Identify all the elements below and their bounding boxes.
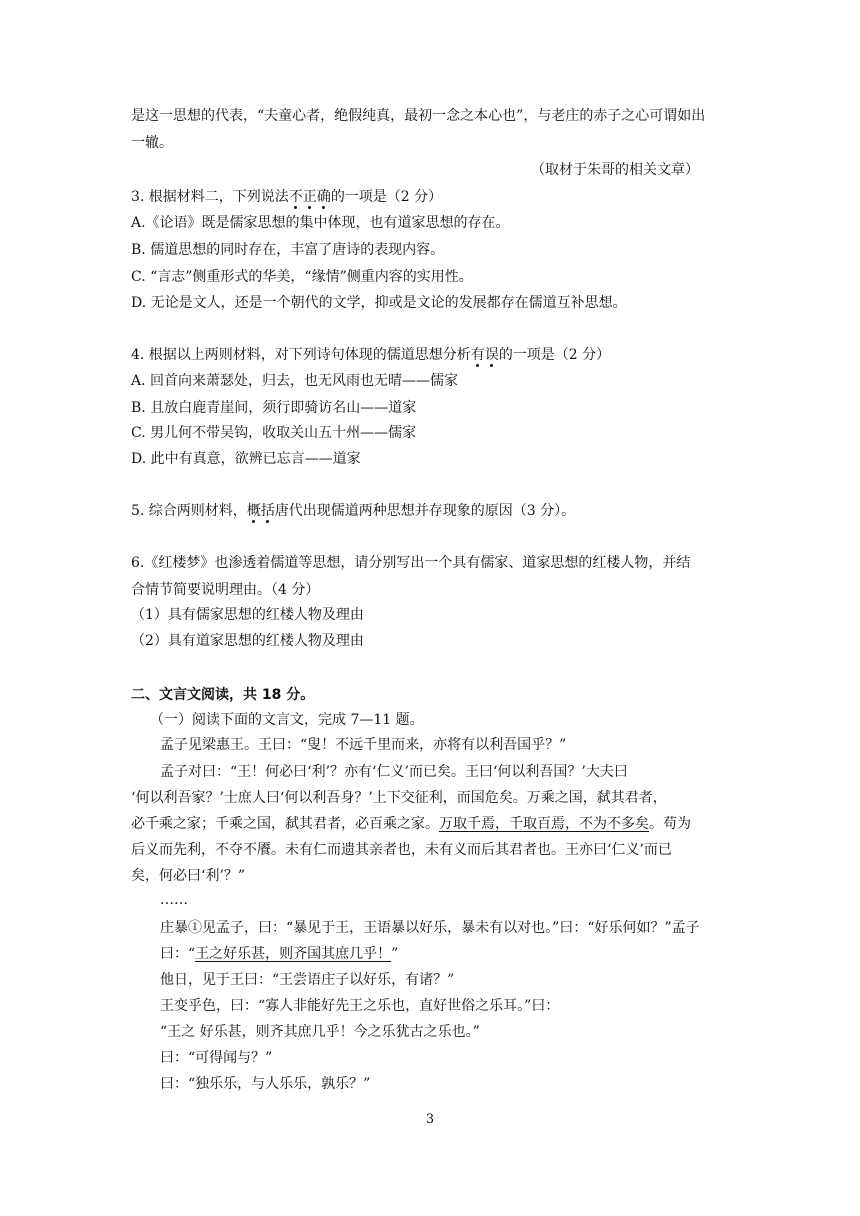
- question-4-stem: [131, 345, 610, 365]
- passage-para-3-line-2: [160, 944, 398, 964]
- question-6-line-1: 6.《红楼梦》也渗透着儒道等思想，请分别写出一个具有儒家、道家思想的红楼人物，并结: [131, 555, 691, 571]
- question-6-line-2: 合情节简要说明理由。（4 分）: [131, 582, 320, 598]
- question-5-stem: [131, 501, 575, 521]
- passage-para-7: 曰：“可得闻与？”: [160, 1050, 273, 1066]
- q4-stem-c: 的一项是（2 分）: [498, 347, 611, 363]
- q3-stem-c: 的一项是（2 分）: [330, 189, 443, 205]
- carryover-line-1: 是这一思想的代表，“夫童心者，绝假纯真，最初一念之本心也”，与老庄的赤子之心可谓如出: [131, 108, 706, 124]
- p2-line3-text-a: 必千乘之家；千乘之国，弑其君者，必百乘之家。: [131, 816, 439, 832]
- q4-option-d: D. 此中有真意，欲辨已忘言——道家: [131, 451, 361, 467]
- q6-subquestion-2: （2）具有道家思想的红楼人物及理由: [131, 633, 364, 649]
- p2-line3-text-b: 。苟为: [649, 816, 691, 832]
- q3-option-d: D. 无论是文人，还是一个朝代的文学，抑或是文论的发展都存在儒道互补思想。: [131, 295, 627, 311]
- q5-stem-a: 5. 综合两则材料，: [131, 503, 247, 519]
- q4-dotted-char-1: 有: [470, 347, 485, 363]
- passage-ellipsis: ……: [160, 892, 188, 908]
- section-2-intro: （一）阅读下面的文言文，完成 7—11 题。: [150, 712, 424, 728]
- p3-line2-text-b: ”: [391, 946, 399, 962]
- passage-para-5: 王变乎色，曰：“寡人非能好先王之乐也，直好世俗之乐耳。”曰：: [160, 998, 560, 1014]
- passage-para-8: 曰：“独乐乐，与人乐乐，孰乐？”: [160, 1076, 371, 1092]
- passage-para-2-line-2: ‘何以利吾家？’士庶人曰‘何以利吾身？’上下交征利，而国危矣。万乘之国，弑其君者，: [131, 790, 667, 806]
- question-3-stem: [131, 187, 442, 207]
- passage-para-2-line-4: 后义而先利，不夺不餍。未有仁而遗其亲者也，未有义而后其君者也。王亦曰‘仁义’而已: [131, 842, 672, 858]
- q4-option-b: B. 且放白鹿青崖间，须行即骑访名山——道家: [131, 400, 417, 416]
- q4-stem-a: 4. 根据以上两则材料，对下列诗句体现的儒道思想分析: [131, 347, 471, 363]
- section-2-heading: 二、文言文阅读，共 18 分。: [131, 687, 315, 703]
- q4-dotted-char-2: 误: [484, 347, 499, 363]
- q3-option-b: B. 儒道思想的同时存在，丰富了唐诗的表现内容。: [131, 242, 445, 258]
- page-number: 3: [425, 1112, 435, 1127]
- passage-para-2-line-5: 矣，何必曰‘利’？”: [131, 868, 246, 884]
- q4-option-a: A. 回首向来萧瑟处，归去，也无风雨也无晴——儒家: [131, 373, 459, 389]
- passage-para-4: 他日，见于王曰：“王尝语庄子以好乐，有诸？”: [160, 972, 455, 988]
- q3-option-c: C. “言志”侧重形式的华美，“缘情”侧重内容的实用性。: [131, 269, 473, 285]
- p3-line2-text-a: 曰：“: [160, 946, 196, 962]
- q3-dotted-char-2: 正: [302, 189, 317, 205]
- source-attribution: （取材于朱哥的相关文章）: [531, 162, 699, 178]
- q5-dotted-char-1: 概: [246, 503, 261, 519]
- q4-option-c: C. 男儿何不带吴钩，收取关山五十州——儒家: [131, 425, 417, 441]
- passage-para-3-line-1: 庄暴①见孟子，曰：“暴见于王，王语暴以好乐，暴未有以对也。”曰：“好乐何如？”孟子: [160, 920, 700, 936]
- q5-dotted-char-2: 括: [260, 503, 275, 519]
- q3-dotted-char-3: 确: [316, 189, 331, 205]
- q5-stem-c: 唐代出现儒道两种思想并存现象的原因（3 分）。: [274, 503, 576, 519]
- q3-option-a: A.《论语》既是儒家思想的集中体现，也有道家思想的存在。: [131, 215, 510, 231]
- underlined-sentence-2: 王之好乐甚，则齐国其庶几乎！: [195, 946, 392, 962]
- q6-subquestion-1: （1）具有儒家思想的红楼人物及理由: [131, 607, 364, 623]
- passage-para-6: “王之 好乐甚，则齐其庶几乎！今之乐犹古之乐也。”: [160, 1024, 480, 1040]
- passage-para-2-line-3: [131, 814, 691, 834]
- carryover-line-2: 一辙。: [131, 135, 173, 151]
- passage-para-1: 孟子见梁惠王。王曰：“叟！不远千里而来，亦将有以利吾国乎？”: [160, 737, 567, 753]
- q3-stem-a: 3. 根据材料二，下列说法: [131, 189, 289, 205]
- q3-dotted-char-1: 不: [288, 189, 303, 205]
- passage-para-2-line-1: 孟子对曰：“王！何必曰‘利’？亦有‘仁义’而已矣。王曰‘何以利吾国？’大夫曰: [160, 764, 628, 780]
- underlined-sentence-1: 万取千焉，千取百焉，不为不多矣: [439, 816, 649, 832]
